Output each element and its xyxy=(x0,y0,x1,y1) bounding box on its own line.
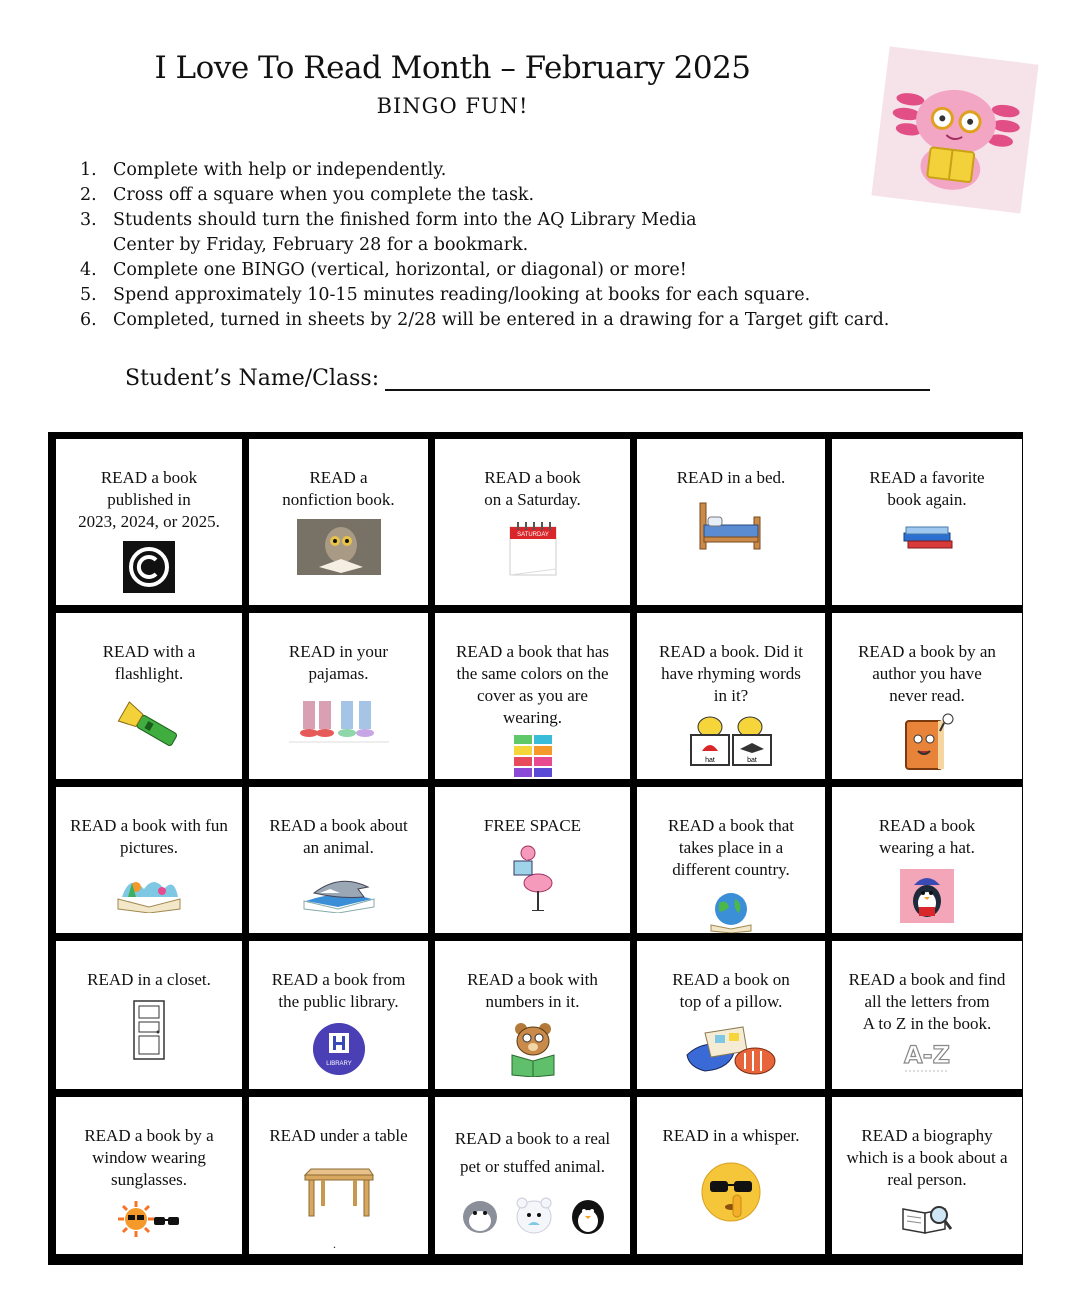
bear-reading-icon xyxy=(508,1021,558,1077)
bingo-square[interactable]: READ a book. Did it have rhyming words in it? hat bat xyxy=(637,613,825,779)
bingo-square[interactable]: READ under a table . xyxy=(249,1097,428,1254)
bingo-square[interactable]: READ a book that takes place in a different country. xyxy=(637,787,825,933)
a-z-icon xyxy=(899,1039,955,1073)
bingo-square[interactable]: READ a book from the public library. LIBRARY xyxy=(249,941,428,1089)
bingo-square[interactable]: READ a biography which is a book about a real person. xyxy=(832,1097,1022,1254)
svg-text:SATURDAY: SATURDAY xyxy=(516,532,549,538)
svg-text:A-Z: A-Z xyxy=(904,1041,950,1069)
bingo-square[interactable]: READ a book by a window wearing sunglasses. xyxy=(56,1097,242,1254)
stray-dot: . xyxy=(333,1237,336,1251)
instructions-list xyxy=(80,158,1040,333)
library-logo-icon xyxy=(311,1021,367,1077)
instruction-item: 5. Spend approximately 10-15 minutes reading/looking at books for each square. xyxy=(80,285,811,305)
bingo-square[interactable]: READ a book about an animal. xyxy=(249,787,428,933)
instruction-item: 4. Complete one BINGO (vertical, horizontal, or diagonal) or more! xyxy=(80,260,687,280)
page-title: I Love To Read Month – February 2025 xyxy=(154,50,751,86)
bingo-square[interactable]: READ a book on a Saturday. SATURDAY xyxy=(435,439,630,605)
page-subtitle: BINGO FUN! xyxy=(376,94,529,118)
bingo-square[interactable]: READ a book to a real pet or stuffed animal. xyxy=(435,1097,630,1254)
book-stack-icon xyxy=(900,519,954,551)
instruction-item: 6. Completed, turned in sheets by 2/28 will be entered in a drawing for a Target gift card. xyxy=(80,310,890,330)
shush-emoji-icon xyxy=(700,1161,762,1223)
bingo-square[interactable]: READ in a closet. xyxy=(56,941,242,1089)
instruction-item: 2. Cross off a square when you complete the task. xyxy=(80,185,535,205)
stuffed-animals-icon xyxy=(458,1191,608,1235)
student-name-blank[interactable] xyxy=(385,369,930,391)
bingo-square[interactable]: READ in a whisper. xyxy=(637,1097,825,1254)
flashlight-icon xyxy=(112,701,186,751)
bingo-square[interactable]: READ a nonfiction book. xyxy=(249,439,428,605)
owl-reading-icon xyxy=(297,519,381,575)
door-icon xyxy=(132,999,166,1061)
bingo-square[interactable]: READ a book published in 2023, 2024, or 2025. xyxy=(56,439,242,605)
book-character-icon xyxy=(898,711,956,773)
bed-icon xyxy=(696,497,766,557)
bingo-square[interactable]: READ a book that has the same colors on the cover as you are wearing. xyxy=(435,613,630,779)
instruction-item: 3. Students should turn the finished form into the AQ Library Media Center by Friday, February 28 for a bookmark. xyxy=(80,210,697,255)
bingo-square[interactable]: READ a book with numbers in it. xyxy=(435,941,630,1089)
flamingo-reading-icon xyxy=(508,843,558,911)
student-name-label: Student’s Name/Class: xyxy=(125,366,380,391)
globe-book-icon xyxy=(709,891,753,933)
sun-sunglasses-icon xyxy=(116,1199,182,1239)
bingo-square[interactable]: READ a book and find all the letters from A to Z in the book. A-Z xyxy=(832,941,1022,1089)
svg-text:bat: bat xyxy=(747,757,757,764)
bingo-square[interactable]: READ in a bed. xyxy=(637,439,825,605)
svg-text:hat: hat xyxy=(705,757,715,764)
table-icon xyxy=(301,1165,377,1217)
rhyming-cards-icon xyxy=(688,715,774,767)
shark-book-icon xyxy=(300,869,378,913)
colored-books-icon xyxy=(512,733,554,777)
bingo-square[interactable]: READ a book by an author you have never read. xyxy=(832,613,1022,779)
popup-book-icon xyxy=(114,869,184,913)
book-magnifier-icon xyxy=(901,1201,953,1235)
bingo-board xyxy=(48,432,1023,1265)
student-name-field[interactable] xyxy=(125,366,930,391)
pajamas-icon xyxy=(289,701,389,749)
instruction-item: 1. Complete with help or independently. xyxy=(80,160,447,180)
bingo-square[interactable]: READ a book on top of a pillow. xyxy=(637,941,825,1089)
calendar-icon xyxy=(506,519,560,579)
bingo-square[interactable]: FREE SPACE xyxy=(435,787,630,933)
pillows-icon xyxy=(685,1019,777,1075)
penguin-hat-icon xyxy=(900,869,954,923)
svg-text:LIBRARY: LIBRARY xyxy=(325,1061,352,1067)
bingo-square[interactable]: READ a favorite book again. xyxy=(832,439,1022,605)
copyright-icon xyxy=(123,541,175,593)
bingo-square[interactable]: READ with a flashlight. xyxy=(56,613,242,779)
bingo-square[interactable]: READ a book wearing a hat. xyxy=(832,787,1022,933)
bingo-square[interactable]: READ a book with fun pictures. xyxy=(56,787,242,933)
bingo-square[interactable]: READ in your pajamas. xyxy=(249,613,428,779)
